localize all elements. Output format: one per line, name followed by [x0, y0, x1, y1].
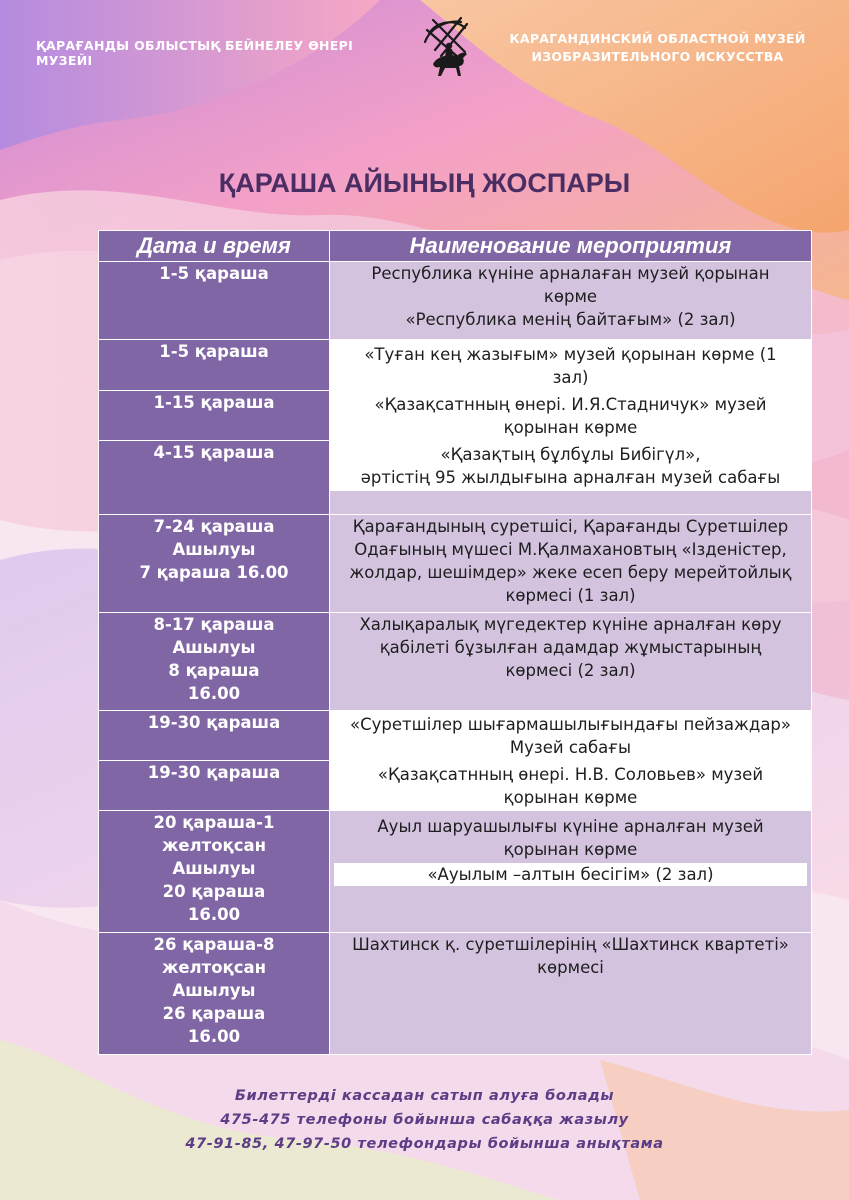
- event-text-line: көрмесі: [537, 958, 604, 977]
- event-description: [330, 515, 812, 613]
- table-row: [99, 441, 812, 515]
- table-body: [99, 262, 812, 1055]
- event-description: [330, 340, 812, 391]
- event-text-line: көрме: [543, 287, 598, 306]
- event-text-line: «Қазақсатнның өнері. Н.В. Соловьев» музей: [377, 765, 764, 784]
- event-description: [330, 761, 812, 811]
- event-text-line: көрмесі (2 зал): [505, 661, 636, 680]
- footer-registration-line: 475-475 телефоны бойынша сабаққа жазылу: [220, 1112, 629, 1128]
- event-text-line: қорынан көрме: [503, 840, 638, 859]
- footer-info: [0, 1084, 849, 1156]
- table-row: [99, 613, 812, 711]
- event-text-line: Республика күніне арналаған музей қорынан: [371, 264, 770, 283]
- table-header-row: [99, 231, 812, 262]
- table-row: [99, 515, 812, 613]
- museum-name-russian-line1: КАРАГАНДИНСКИЙ ОБЛАСТНОЙ МУЗЕЙ: [509, 31, 806, 46]
- museum-name-russian: [500, 30, 815, 66]
- event-date: 1-5 қараша: [99, 340, 330, 391]
- event-description: [330, 933, 812, 1055]
- page-title: ҚАРАША АЙЫНЫҢ ЖОСПАРЫ: [218, 168, 631, 198]
- museum-name-kazakh: ҚАРАҒАНДЫ ОБЛЫСТЫҚ БЕЙНЕЛЕУ ӨНЕРІ МУЗЕЙІ: [36, 38, 354, 68]
- event-text-line: Халықаралық мүгедектер күніне арналған көру: [359, 615, 782, 634]
- museum-horse-rider-logo-icon: [415, 12, 479, 82]
- event-date: 1-15 қараша: [99, 391, 330, 441]
- footer-inquiry-line: 47-91-85, 47-97-50 телефондары бойынша анықтама: [185, 1136, 664, 1152]
- event-text-line: Музей сабағы: [509, 738, 632, 757]
- event-text-line: зал): [552, 368, 589, 387]
- event-text-line: жолдар, шешімдер» жеке есеп беру мерейтойлық: [349, 563, 792, 582]
- event-date: 1-5 қараша: [99, 262, 330, 340]
- event-date: 26 қараша-8 желтоқсан Ашылуы 26 қараша 16.00: [99, 933, 330, 1055]
- event-date: 7-24 қараша Ашылуы 7 қараша 16.00: [99, 515, 330, 613]
- museum-name-russian-line2: ИЗОБРАЗИТЕЛЬНОГО ИСКУССТВА: [531, 49, 784, 64]
- event-description: [330, 441, 812, 515]
- column-header-date: Дата и время: [99, 231, 330, 262]
- event-date: 4-15 қараша: [99, 441, 330, 515]
- column-header-event: Наименование мероприятия: [330, 231, 812, 262]
- table-row: [99, 811, 812, 933]
- event-description: [330, 391, 812, 441]
- event-date: 8-17 қараша Ашылуы 8 қараша 16.00: [99, 613, 330, 711]
- event-text-line: көрмесі (1 зал): [505, 586, 636, 605]
- table-row: [99, 262, 812, 340]
- table-row: [99, 933, 812, 1055]
- event-text-line: «Ауылым –алтын бесігім» (2 зал): [427, 865, 714, 884]
- event-date: 20 қараша-1 желтоқсан Ашылуы 20 қараша 16.00: [99, 811, 330, 933]
- event-text-line: қорынан көрме: [503, 788, 638, 807]
- event-text-line: Ауыл шаруашылығы күніне арналған музей: [377, 817, 764, 836]
- events-plan-table: [98, 230, 812, 1055]
- event-description: [330, 262, 812, 340]
- event-description: [330, 711, 812, 761]
- event-text-line: қорынан көрме: [503, 418, 638, 437]
- table-row: [99, 711, 812, 761]
- event-text-line: Қарағандының суретшісі, Қарағанды Суретшілер: [352, 517, 789, 536]
- footer-tickets-line: Билеттерді кассадан сатып алуға болады: [234, 1088, 615, 1104]
- event-text-line: әртістің 95 жылдығына арналған музей сабағы: [360, 468, 781, 487]
- table-row: [99, 340, 812, 391]
- event-text-line: «Қазақсатнның өнері. И.Я.Стадничук» музей: [374, 395, 767, 414]
- event-date: 19-30 қараша: [99, 711, 330, 761]
- table-row: [99, 761, 812, 811]
- event-description: [330, 613, 812, 711]
- event-text-line: «Республика менің байтағым» (2 зал): [405, 310, 736, 329]
- event-text-line: «Туған кең жазығым» музей қорынан көрме (1: [364, 345, 777, 364]
- event-text-line: қабілеті бұзылған адамдар жұмыстарының: [379, 638, 762, 657]
- event-text-line: Шахтинск қ. суретшілерінің «Шахтинск квартеті»: [352, 935, 789, 954]
- event-description: [330, 811, 812, 933]
- event-date: 19-30 қараша: [99, 761, 330, 811]
- event-text-line: Одағының мүшесі М.Қалмахановтың «Ізденістер,: [354, 540, 787, 559]
- event-text-line: «Суретшілер шығармашылығындағы пейзаждар»: [349, 715, 791, 734]
- event-text-line: «Қазақтың бұлбұлы Бибігүл»,: [440, 445, 701, 464]
- table-row: [99, 391, 812, 441]
